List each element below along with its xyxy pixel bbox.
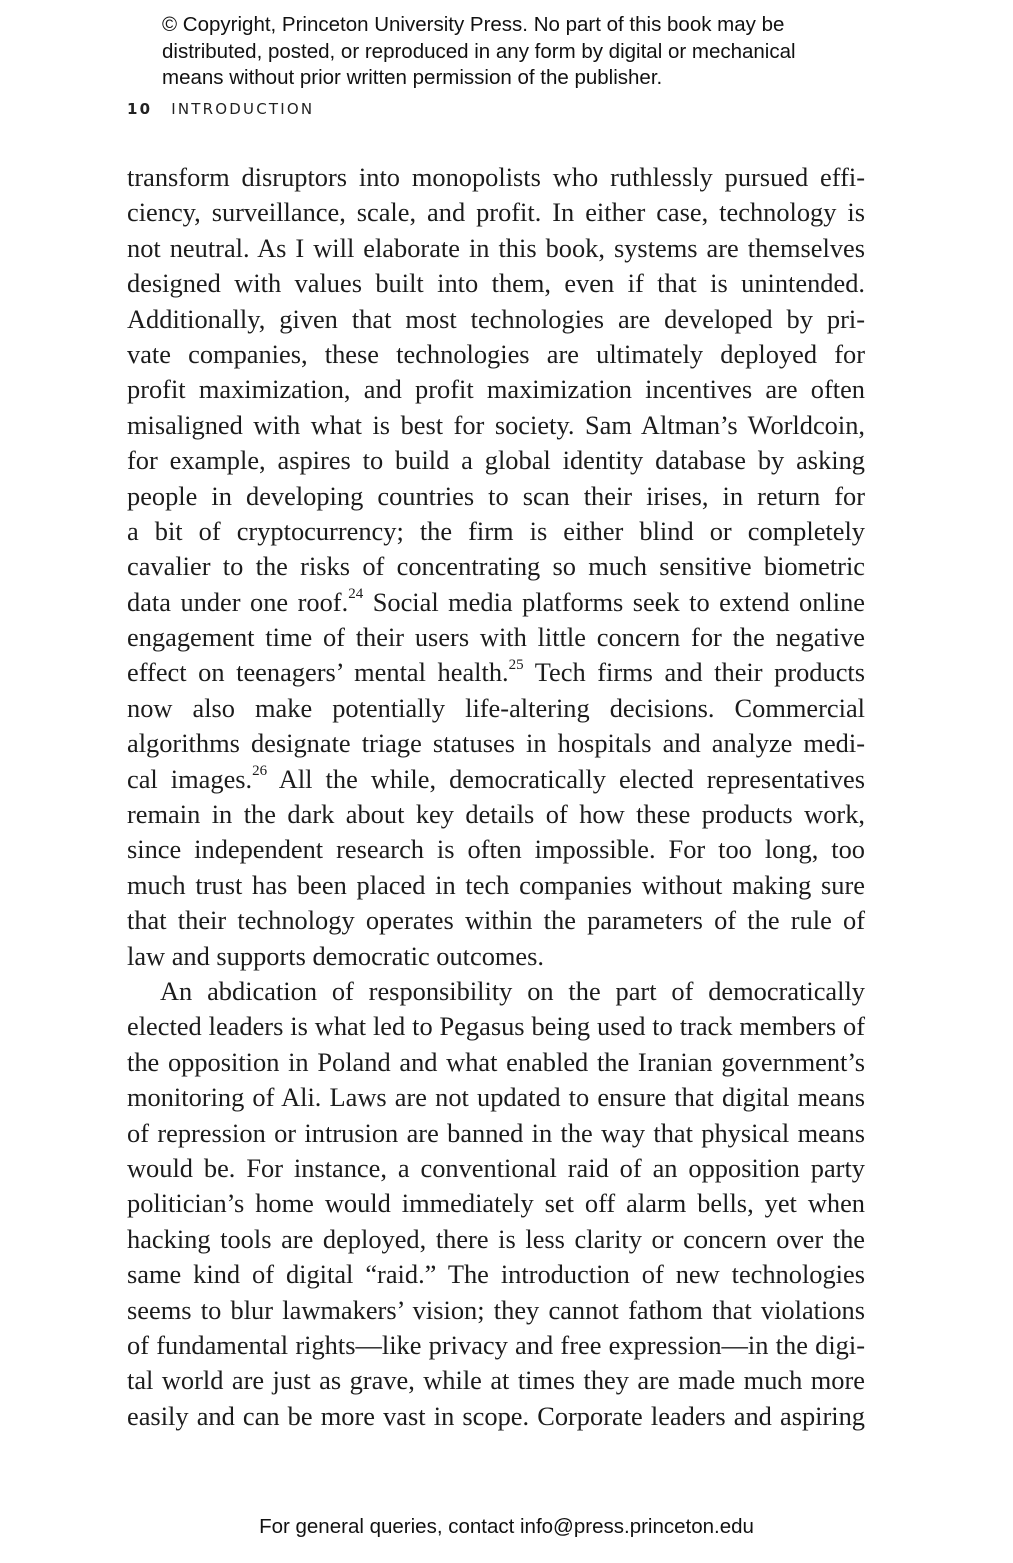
footnote-ref[interactable]: 24: [348, 585, 364, 602]
paragraph: [127, 160, 865, 974]
paragraph: [127, 974, 865, 1434]
copyright-line: means without prior written permission of the publisher.: [162, 66, 663, 89]
text-line: An abdication of responsibility on the part of democratically: [160, 975, 865, 1006]
copyright-line: © Copyright, Princeton University Press. No part of this book may be: [162, 13, 785, 36]
text-line: misaligned with what is best for society. Sam Altman’s Worldcoin,: [127, 409, 865, 440]
text-segment: data under one roof.: [127, 586, 349, 617]
text-line: much trust has been placed in tech companies without making sure: [127, 869, 865, 900]
text-line: vate companies, these technologies are ultimately deployed for: [127, 338, 865, 369]
text-line: easily and can be more vast in scope. Corporate leaders and aspiring: [127, 1400, 865, 1431]
text-line: not neutral. As I will elaborate in this book, systems are themselves: [127, 232, 865, 263]
text-line: engagement time of their users with little concern for the negative: [127, 622, 865, 653]
text-line: [127, 585, 865, 620]
text-line: remain in the dark about key details of how these products work,: [127, 799, 865, 830]
text-segment: effect on teenagers’ mental health.: [127, 657, 509, 688]
text-line: same kind of digital “raid.” The introduction of new technologies: [127, 1259, 865, 1290]
text-segment: All the while, democratically elected representatives: [267, 763, 865, 794]
text-line: cavalier to the risks of concentrating so much sensitive biometric: [127, 551, 865, 582]
text-line: the opposition in Poland and what enabled the Iranian government’s: [127, 1046, 865, 1077]
footnote-ref[interactable]: 26: [252, 762, 268, 779]
copyright-line: distributed, posted, or reproduced in any form by digital or mechanical: [162, 39, 796, 63]
text-line: people in developing countries to scan their irises, in return for: [127, 480, 865, 511]
section-title: INTRODUCTION: [171, 100, 315, 118]
text-line: since independent research is often impossible. For too long, too: [127, 834, 865, 865]
text-line: [127, 655, 865, 690]
text-line: monitoring of Ali. Laws are not updated to ensure that digital means: [127, 1082, 865, 1113]
text-line: law and supports democratic outcomes.: [127, 940, 545, 971]
text-line: profit maximization, and profit maximization incentives are often: [127, 374, 865, 405]
contact-footer: For general queries, contact info@press.princeton.edu: [259, 1515, 754, 1538]
text-line: seems to blur lawmakers’ vision; they cannot fathom that violations: [127, 1294, 865, 1325]
page-number: 10: [127, 100, 153, 118]
text-segment: Social media platforms seek to extend online: [363, 586, 865, 617]
text-line: elected leaders is what led to Pegasus being used to track members of: [127, 1011, 865, 1042]
text-line: ciency, surveillance, scale, and profit. In either case, technology is: [127, 197, 865, 228]
text-line: of fundamental rights—like privacy and free expression—in the digi-: [127, 1329, 865, 1360]
running-head: [127, 100, 314, 118]
copyright-notice: [162, 12, 942, 92]
text-line: that their technology operates within the parameters of the rule of: [127, 905, 865, 936]
footnote-ref[interactable]: 25: [508, 656, 524, 673]
text-segment: Tech firms and their products: [523, 657, 866, 688]
text-line: of repression or intrusion are banned in the way that physical means: [127, 1117, 865, 1148]
body-text: [127, 160, 865, 1434]
text-line: algorithms designate triage statuses in hospitals and analyze medi-: [127, 728, 865, 759]
text-line: designed with values built into them, even if that is unintended.: [127, 268, 865, 299]
text-line: for example, aspires to build a global identity database by asking: [127, 445, 865, 476]
text-line: now also make potentially life-altering decisions. Commercial: [127, 692, 865, 723]
text-line: tal world are just as grave, while at times they are made much more: [127, 1365, 865, 1396]
text-line: [127, 762, 865, 797]
text-line: a bit of cryptocurrency; the firm is either blind or completely: [127, 515, 865, 546]
text-line: would be. For instance, a conventional raid of an opposition party: [127, 1152, 865, 1183]
text-line: hacking tools are deployed, there is less clarity or concern over the: [127, 1223, 865, 1254]
text-line: Additionally, given that most technologies are developed by pri-: [127, 303, 865, 334]
text-line: politician’s home would immediately set off alarm bells, yet when: [127, 1188, 865, 1219]
text-segment: cal images.: [127, 763, 253, 794]
text-line: transform disruptors into monopolists who ruthlessly pursued effi-: [127, 162, 865, 192]
